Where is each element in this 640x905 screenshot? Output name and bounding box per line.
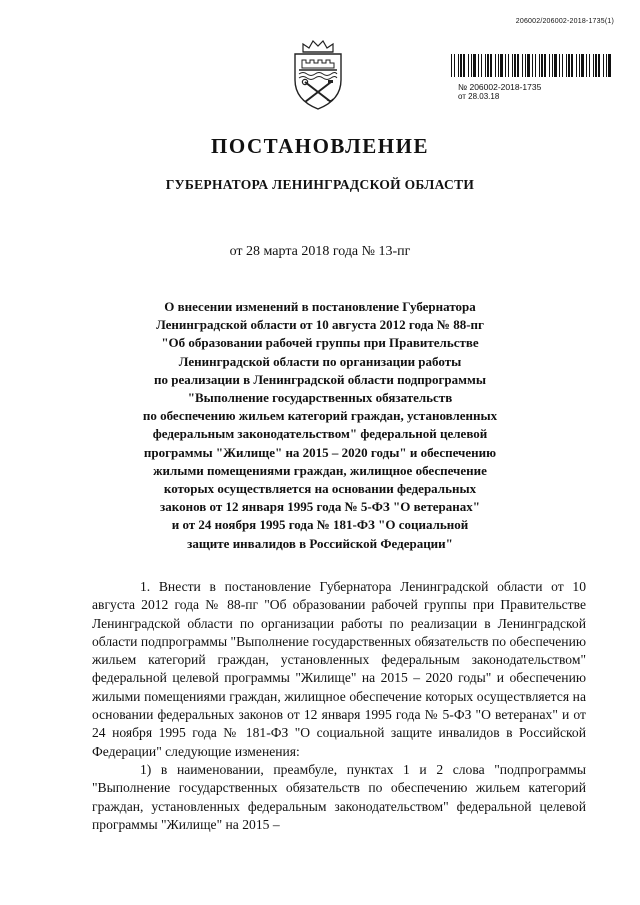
barcode-bar [463,54,465,77]
document-issuer: ГУБЕРНАТОРА ЛЕНИНГРАДСКОЙ ОБЛАСТИ [165,177,475,192]
barcode-bar [539,54,540,77]
barcode-bar [500,54,503,77]
registration-date: от 28.03.18 [458,92,500,101]
barcode-bar [460,54,462,77]
body-paragraph: 1. Внести в постановление Губернатора Ленинградской области от 10 августа 2012 года № 88-пг "Об образовании рабочей группы при Правительстве Ленинградской области по организации работы по реализации в Ленинградской области подпрограммы "Выполнение государственных обязательств по обеспечению жильем категорий граждан, установленных федеральным законодательством" федеральной целевой программы "Жилище" на 2015 – 2020 годы" и обеспечению жилыми помещениями граждан, жилищное обеспечение которых осуществляется на основании федеральных законов от 12 января 1995 года № 5-ФЗ "О ветеранах" и от 24 ноября 1995 года № 181-ФЗ "О социальной защите инвалидов в Российской Федерации" следующие изменения: [92,579,586,759]
barcode-bar [514,54,516,77]
document-date-number: от 28 марта 2018 года № 13-пг [229,244,411,259]
barcode-bar [579,54,580,77]
barcode-bar [485,54,486,77]
subject-line: федеральным законодательством" федеральной целевой [152,426,488,442]
barcode-bar [487,54,489,77]
barcode-bar [517,54,519,77]
coat-of-arms-icon [289,38,347,112]
barcode-bar [544,54,546,77]
barcode-icon [450,54,615,77]
subject-line: и от 24 ноября 1995 года № 181-ФЗ "О социальной [171,517,469,533]
body-paragraph: 1) в наименовании, преамбуле, пунктах 1 и 2 слова "подпрограммы "Выполнение государственных обязательств по обеспечению жильем категорий граждан, установленных федеральным законодательством" федеральной целевой программы "Жилище" на 2015 – [92,761,586,832]
barcode-bar [473,54,476,77]
barcode-bar [606,54,607,77]
barcode-bar [532,54,533,77]
subject-line: "Об образовании рабочей группы при Правительстве [161,335,479,351]
barcode-bar [608,54,611,77]
subject-line: Ленинградской области по организации работы [178,353,462,369]
barcode-bar [522,54,523,77]
barcode-bar [495,54,496,77]
barcode-bar [512,54,513,77]
barcode-bar [593,54,594,77]
subject-line: законов от 12 января 1995 года № 5-ФЗ "О ветеранах" [160,499,480,515]
barcode-bar [490,54,492,77]
registration-number: № 206002-2018-1735 [458,82,542,92]
barcode-bar [505,54,506,77]
barcode-bar [554,54,557,77]
barcode-bar [498,54,499,77]
barcode-bar [458,54,459,77]
barcode-bar [571,54,573,77]
subject-line: программы "Жилище" на 2015 – 2020 годы" и обеспечению [143,444,497,460]
barcode-bar [603,54,604,77]
barcode-bar [527,54,530,77]
barcode-bar [535,54,536,77]
barcode-bar [508,54,509,77]
barcode-bar [576,54,577,77]
barcode-bar [549,54,550,77]
barcode-bar [589,54,590,77]
barcode-bar [525,54,526,77]
subject-line: по обеспечению жильем категорий граждан, установленных [142,408,498,424]
barcode-bar [559,54,560,77]
document-body [92,578,586,834]
registration-block [450,54,615,102]
subject-line: О внесении изменений в постановление Губернатора [164,299,476,314]
barcode-bar [595,54,597,77]
subject-line: по реализации в Ленинградской области подпрограммы [153,371,486,387]
barcode-bar [586,54,587,77]
barcode-bar [598,54,600,77]
barcode-bar [478,54,479,77]
barcode-bar [541,54,543,77]
barcode-bar [562,54,563,77]
barcode-bar [451,54,452,77]
barcode-bar [468,54,469,77]
barcode-bar [552,54,553,77]
document-title: ПОСТАНОВЛЕНИЕ [211,134,429,158]
document-subject [100,298,540,553]
subject-line: Ленинградской области от 10 августа 2012 года № 88-пг [156,317,484,333]
barcode-bar [454,54,455,77]
subject-line: "Выполнение государственных обязательств [187,390,453,406]
barcode-bar [471,54,472,77]
document-code: 206002/206002-2018-1735(1) [515,18,614,25]
subject-line: защите инвалидов в Российской Федерации" [187,535,453,551]
barcode-bar [481,54,482,77]
subject-line: жилыми помещениями граждан, жилищное обеспечение [153,462,487,478]
barcode-bar [566,54,567,77]
barcode-bar [581,54,584,77]
subject-line: которых осуществляется на основании федеральных [163,481,477,497]
barcode-bar [568,54,570,77]
